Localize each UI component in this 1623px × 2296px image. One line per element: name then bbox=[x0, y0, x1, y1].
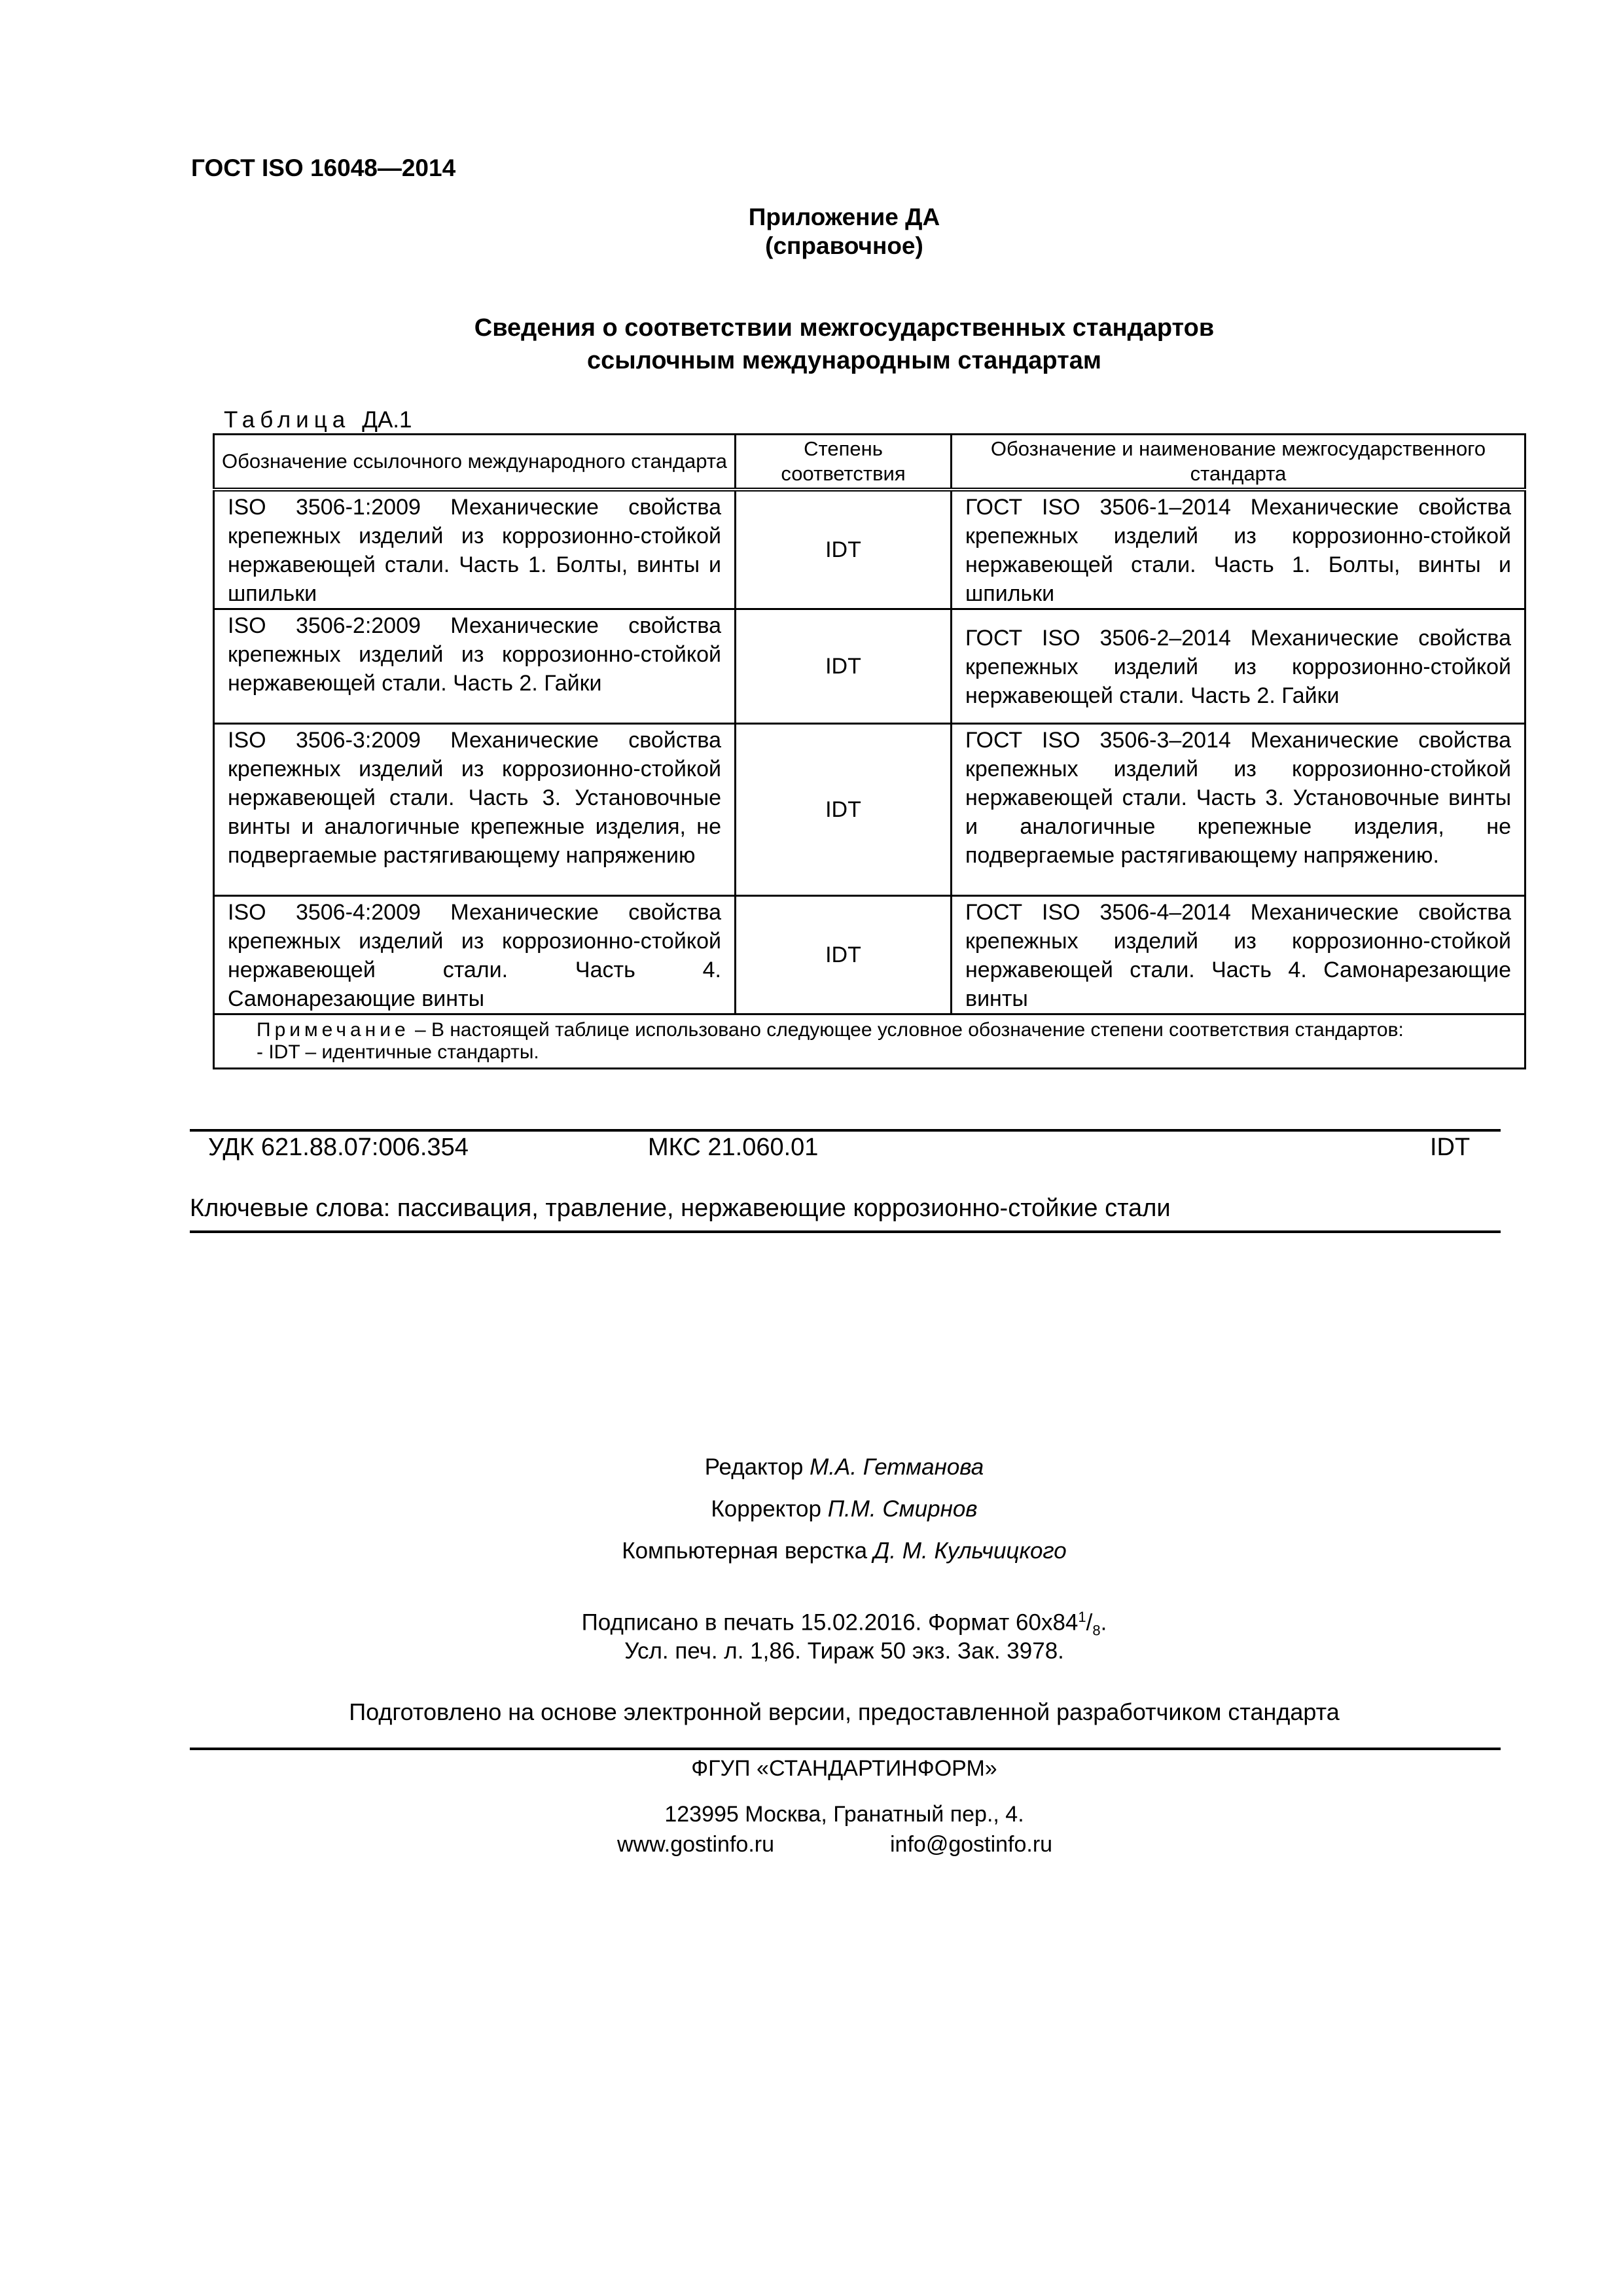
table-row bbox=[214, 896, 1525, 1014]
prepared-note: Подготовлено на основе электронной версии, предоставленной разработчиком стандарта bbox=[349, 1698, 1340, 1725]
table-note bbox=[214, 1014, 1525, 1069]
degree-cell: IDT bbox=[736, 896, 952, 1014]
udk-code: УДК 621.88.07:006.354 bbox=[208, 1134, 469, 1161]
signed-text: Подписано в печать 15.02.2016. Формат 60x84 bbox=[581, 1609, 1079, 1636]
corrector-line bbox=[0, 1496, 1623, 1522]
table-caption-label: Таблица bbox=[224, 407, 351, 433]
column-header-degree: Степень соответствия bbox=[736, 435, 952, 490]
annex-title: Приложение ДА bbox=[748, 204, 940, 230]
publisher-website[interactable]: www.gostinfo.ru bbox=[617, 1832, 774, 1857]
column-header-interstate: Обозначение и наименование межгосударственного стандарта bbox=[952, 435, 1525, 490]
degree-cell: IDT bbox=[736, 490, 952, 609]
table-caption-number: ДА.1 bbox=[362, 407, 412, 433]
international-standard-cell: ISO 3506-2:2009 Механические свойства крепежных изделий из коррозионно-стойкой нержавеющей стали. Часть 2. Гайки bbox=[214, 609, 736, 724]
typesetter-name: Д. М. Кульчицкого bbox=[873, 1538, 1067, 1564]
note-label: Примечание bbox=[257, 1019, 410, 1041]
publisher-rule bbox=[190, 1748, 1501, 1750]
note-text: – В настоящей таблице использовано следующее условное обозначение степени соответствия стандартов: bbox=[409, 1019, 1404, 1041]
note-item: - IDT – идентичные стандарты. bbox=[257, 1041, 539, 1063]
editor-line bbox=[0, 1454, 1623, 1480]
international-standard-cell: ISO 3506-4:2009 Механические свойства крепежных изделий из коррозионно-стойкой нержавеющей стали. Часть 4. Самонарезающие винты bbox=[214, 896, 736, 1014]
degree-code: IDT bbox=[1430, 1134, 1471, 1161]
correspondence-table bbox=[213, 433, 1526, 1069]
publisher-address: 123995 Москва, Гранатный пер., 4. bbox=[664, 1802, 1024, 1827]
bottom-rule bbox=[190, 1230, 1501, 1233]
print-info: Усл. печ. л. 1,86. Тираж 50 экз. Зак. 3978. bbox=[624, 1638, 1064, 1664]
table-header-row bbox=[214, 435, 1525, 490]
section-heading-line-2: ссылочным международным стандартам bbox=[586, 347, 1101, 374]
top-rule bbox=[190, 1129, 1501, 1132]
typesetter-label: Компьютерная верстка bbox=[622, 1538, 868, 1564]
table-caption bbox=[224, 407, 412, 433]
degree-cell: IDT bbox=[736, 724, 952, 896]
degree-cell: IDT bbox=[736, 609, 952, 724]
interstate-standard-cell: ГОСТ ISO 3506-1–2014 Механические свойства крепежных изделий из коррозионно-стойкой нержавеющей стали. Часть 1. Болты, винты и шпильки bbox=[952, 490, 1525, 609]
table-row bbox=[214, 609, 1525, 724]
mks-code: МКС 21.060.01 bbox=[648, 1134, 819, 1161]
typesetter-line bbox=[0, 1538, 1623, 1564]
international-standard-cell: ISO 3506-3:2009 Механические свойства крепежных изделий из коррозионно-стойкой нержавеющей стали. Часть 3. Установочные винты и аналогичные крепежные изделия, не подвергаемые растягивающему напряжению bbox=[214, 724, 736, 896]
interstate-standard-cell: ГОСТ ISO 3506-4–2014 Механические свойства крепежных изделий из коррозионно-стойкой нержавеющей стали. Часть 4. Самонарезающие винты bbox=[952, 896, 1525, 1014]
signed-to-print: Подписано в печать 15.02.2016. Формат $60x84^1/_8$. bbox=[581, 1609, 1107, 1639]
publisher: ФГУП «СТАНДАРТИНФОРМ» bbox=[691, 1756, 997, 1781]
table-note-row bbox=[214, 1014, 1525, 1069]
format-sub: 8 bbox=[1092, 1622, 1101, 1639]
publisher-email[interactable]: info@gostinfo.ru bbox=[890, 1832, 1053, 1857]
table-row bbox=[214, 490, 1525, 609]
document-code: ГОСТ ISO 16048—2014 bbox=[191, 154, 456, 181]
international-standard-cell: ISO 3506-1:2009 Механические свойства крепежных изделий из коррозионно-стойкой нержавеющей стали. Часть 1. Болты, винты и шпильки bbox=[214, 490, 736, 609]
editor-name: М.А. Гетманова bbox=[810, 1454, 984, 1480]
annex-subtitle: (справочное) bbox=[765, 232, 923, 259]
interstate-standard-cell: ГОСТ ISO 3506-2–2014 Механические свойства крепежных изделий из коррозионно-стойкой нержавеющей стали. Часть 2. Гайки bbox=[952, 609, 1525, 724]
keywords: Ключевые слова: пассивация, травление, нержавеющие коррозионно-стойкие стали bbox=[190, 1194, 1171, 1222]
table-row bbox=[214, 724, 1525, 896]
section-heading-line-1: Сведения о соответствии межгосударственных стандартов bbox=[474, 314, 1215, 342]
format-sup: 1 bbox=[1078, 1609, 1086, 1625]
editor-label: Редактор bbox=[704, 1454, 804, 1480]
column-header-international: Обозначение ссылочного международного стандарта bbox=[214, 435, 736, 490]
corrector-label: Корректор bbox=[711, 1496, 821, 1522]
interstate-standard-cell: ГОСТ ISO 3506-3–2014 Механические свойства крепежных изделий из коррозионно-стойкой нержавеющей стали. Часть 3. Установочные винты и аналогичные крепежные изделия, не подвергаемые растягивающему напряжению. bbox=[952, 724, 1525, 896]
corrector-name: П.М. Смирнов bbox=[827, 1496, 978, 1522]
